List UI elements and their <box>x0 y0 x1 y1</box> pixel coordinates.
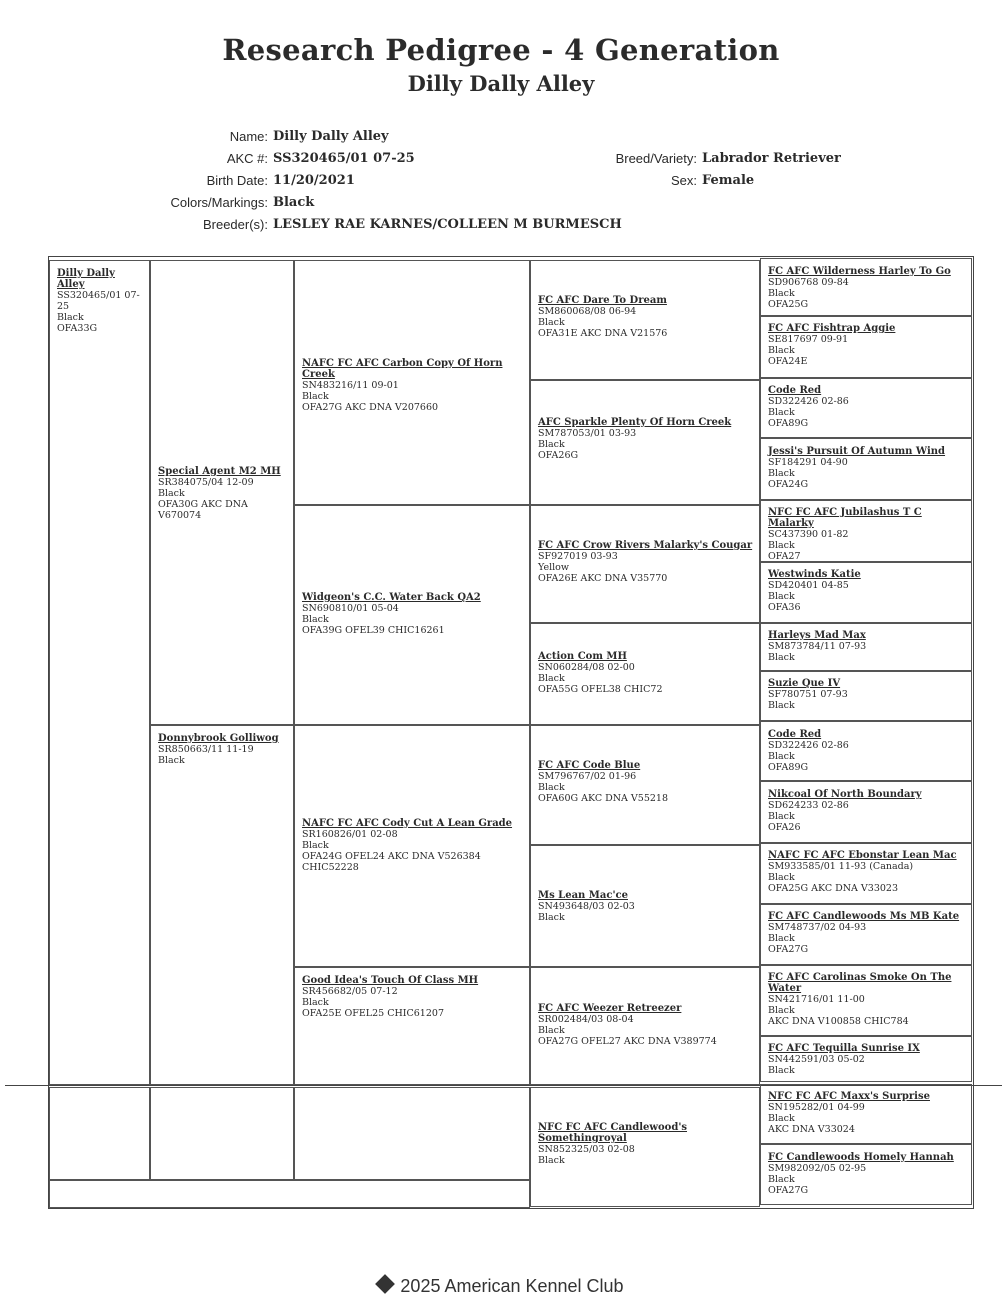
dog-detail-line: Black <box>768 407 795 418</box>
dog-g4-13 <box>760 965 972 1036</box>
info-akc-row <box>0 151 1002 169</box>
dog-sire-sire <box>294 260 530 505</box>
info-breeders-row <box>0 217 1002 235</box>
dog-name: Special Agent M2 MH <box>158 466 281 477</box>
dog-detail-line: OFA27 <box>768 551 801 562</box>
dog-name: Harleys Mad Max <box>768 630 866 641</box>
akc-logo-icon <box>376 1274 396 1294</box>
dog-detail-line: SN690810/01 05-04 <box>302 603 399 614</box>
dog-detail-line: SN493648/03 02-03 <box>538 901 635 912</box>
dog-dam-dam <box>294 967 530 1085</box>
dog-name: Code Red <box>768 385 822 396</box>
dog-detail-line: SR160826/01 02-08 <box>302 829 398 840</box>
dog-detail-line: SM982092/05 02-95 <box>768 1163 867 1174</box>
dog-name: NAFC FC AFC Ebonstar Lean Mac <box>768 850 957 861</box>
dog-detail-line: SF780751 07-93 <box>768 689 848 700</box>
info-colors-label: Colors/Markings: <box>170 195 268 210</box>
info-sex-value: Female <box>702 173 755 188</box>
info-colors-row <box>0 195 1002 213</box>
dog-name: Dilly Dally Alley <box>57 268 115 290</box>
dog-g3-3 <box>530 505 760 623</box>
dog-detail-line: SM933585/01 11-93 (Canada) <box>768 861 914 872</box>
dog-detail-line: Black <box>768 345 795 356</box>
info-breed-value: Labrador Retriever <box>702 151 841 166</box>
dog-detail-line: Black <box>538 1025 565 1036</box>
dog-detail-line: SN483216/11 09-01 <box>302 380 399 391</box>
dog-g4-9 <box>760 721 972 781</box>
dog-detail-line: Black <box>768 872 795 883</box>
dog-g4-8 <box>760 671 972 721</box>
dog-detail-line: SE817697 09-91 <box>768 334 849 345</box>
dog-g3-2 <box>530 380 760 505</box>
info-name-value: Dilly Dally Alley <box>273 129 389 144</box>
dog-detail-line: OFA60G AKC DNA V55218 <box>538 793 668 804</box>
dog-detail-line: Black <box>768 933 795 944</box>
dog-g4-2 <box>760 316 972 378</box>
dog-detail-line: Black <box>538 439 565 450</box>
footer <box>0 1276 1002 1297</box>
dog-name: NFC FC AFC Jubilashus T C Malarky <box>768 507 922 529</box>
dog-detail-line: Black <box>768 540 795 551</box>
empty-cell <box>294 1087 530 1180</box>
dog-detail-line: Black <box>538 1155 565 1166</box>
dog-name: Code Red <box>768 729 822 740</box>
dog-detail-line: OFA24G <box>768 479 809 490</box>
dog-name: Donnybrook Golliwog <box>158 733 279 744</box>
dog-g4-7 <box>760 623 972 671</box>
dog-g4-10 <box>760 781 972 843</box>
dog-g4-14 <box>760 1036 972 1082</box>
dog-detail-line: Black <box>768 1113 795 1124</box>
dog-name: NFC FC AFC Maxx's Surprise <box>768 1091 930 1102</box>
dog-detail-line: SN852325/03 02-08 <box>538 1144 635 1155</box>
dog-detail-line: Black <box>768 591 795 602</box>
dog-detail-line: Black <box>768 700 795 711</box>
dog-g4-16 <box>760 1144 972 1205</box>
info-breed-label: Breed/Variety: <box>615 151 697 166</box>
dog-dam-sire <box>294 725 530 967</box>
dog-sire-dam <box>294 505 530 725</box>
dog-g3-8 <box>530 1087 760 1207</box>
dog-name: Nikcoal Of North Boundary <box>768 789 922 800</box>
dog-detail-line: SM748737/02 04-93 <box>768 922 867 933</box>
dog-detail-line: AKC DNA V100858 CHIC784 <box>768 1016 909 1027</box>
dog-detail-line: SN195282/01 04-99 <box>768 1102 865 1113</box>
page-subtitle: Dilly Dally Alley <box>407 71 595 96</box>
dog-detail-line: Black <box>768 1065 795 1076</box>
info-name-label: Name: <box>229 129 268 144</box>
dog-detail-line: Black <box>768 751 795 762</box>
dog-detail-line: SN442591/03 05-02 <box>768 1054 865 1065</box>
dog-g4-4 <box>760 438 972 500</box>
dog-detail-line: SM787053/01 03-93 <box>538 428 637 439</box>
info-birth-row <box>0 173 1002 191</box>
dog-detail-line: OFA39G OFEL39 CHIC16261 <box>302 625 445 636</box>
dog-detail-line: SF927019 03-93 <box>538 551 618 562</box>
dog-name: Westwinds Katie <box>768 569 861 580</box>
dog-detail-line: Black <box>538 317 565 328</box>
dog-detail-line: Black <box>538 673 565 684</box>
dog-g3-5 <box>530 725 760 845</box>
dog-name: FC AFC Fishtrap Aggie <box>768 323 896 334</box>
empty-cell <box>49 1180 530 1208</box>
dog-name: NFC FC AFC Candlewood's Somethingroyal <box>538 1122 688 1144</box>
dog-detail-line: OFA27G <box>768 1185 809 1196</box>
dog-detail-line: Black <box>538 782 565 793</box>
dog-g3-1 <box>530 260 760 380</box>
dog-detail-line: Black <box>158 488 185 499</box>
dog-g4-1 <box>760 258 972 316</box>
dog-dam <box>150 725 294 1085</box>
dog-detail-line: Black <box>768 468 795 479</box>
dog-name: Action Com MH <box>538 651 627 662</box>
dog-detail-line: Black <box>158 755 185 766</box>
dog-detail-line: AKC DNA V33024 <box>768 1124 855 1135</box>
dog-detail-line: SD420401 04-85 <box>768 580 849 591</box>
dog-detail-line: OFA27G AKC DNA V207660 <box>302 402 439 413</box>
dog-sire <box>150 260 294 725</box>
dog-name: AFC Sparkle Plenty Of Horn Creek <box>538 417 732 428</box>
dog-detail-line: SC437390 01-82 <box>768 529 849 540</box>
dog-name: Good Idea's Touch Of Class MH <box>302 975 479 986</box>
empty-cell <box>49 1087 150 1180</box>
dog-name: NAFC FC AFC Carbon Copy Of Horn Creek <box>302 358 503 380</box>
dog-detail-line: Yellow <box>538 562 569 573</box>
dog-g4-5 <box>760 500 972 562</box>
dog-detail-line: OFA55G OFEL38 CHIC72 <box>538 684 663 695</box>
dog-detail-line: OFA31E AKC DNA V21576 <box>538 328 668 339</box>
info-name-row <box>0 129 1002 147</box>
dog-detail-line: Black <box>768 1174 795 1185</box>
dog-name: FC AFC Wilderness Harley To Go <box>768 266 951 277</box>
page-title: Research Pedigree - 4 Generation <box>222 33 780 67</box>
info-breeders-label: Breeder(s): <box>202 217 268 232</box>
dog-detail-line: OFA25E OFEL25 CHIC61207 <box>302 1008 444 1019</box>
dog-detail-line: V670074 <box>158 510 202 521</box>
dog-detail-line: Black <box>768 652 795 663</box>
dog-detail-line: SF184291 04-90 <box>768 457 848 468</box>
dog-detail-line: Black <box>302 840 329 851</box>
dog-name: FC AFC Crow Rivers Malarky's Cougar <box>538 540 753 551</box>
dog-detail-line: CHIC52228 <box>302 862 359 873</box>
dog-detail-line: OFA24G OFEL24 AKC DNA V526384 <box>302 851 481 862</box>
info-akc-value: SS320465/01 07-25 <box>273 151 415 166</box>
dog-detail-line: Black <box>538 912 565 923</box>
dog-detail-line: OFA27G <box>768 944 809 955</box>
info-birth-label: Birth Date: <box>206 173 268 188</box>
dog-detail-line: Black <box>768 288 795 299</box>
info-breeders-value: LESLEY RAE KARNES/COLLEEN M BURMESCH <box>273 217 622 232</box>
dog-detail-line: SR456682/05 07-12 <box>302 986 398 997</box>
dog-detail-line: OFA27G OFEL27 AKC DNA V389774 <box>538 1036 717 1047</box>
dog-g4-11 <box>760 843 972 904</box>
dog-name: Widgeon's C.C. Water Back QA2 <box>302 592 481 603</box>
dog-detail-line: OFA36 <box>768 602 801 613</box>
dog-detail-line: SM796767/02 01-96 <box>538 771 637 782</box>
dog-name: FC AFC Dare To Dream <box>538 295 667 306</box>
dog-detail-line: SD322426 02-86 <box>768 396 849 407</box>
dog-g4-12 <box>760 904 972 965</box>
dog-detail-line: Black <box>302 391 329 402</box>
dog-g3-7 <box>530 967 760 1085</box>
dog-detail-line: OFA89G <box>768 762 809 773</box>
dog-name: NAFC FC AFC Cody Cut A Lean Grade <box>302 818 513 829</box>
dog-detail-line: Black <box>57 312 84 323</box>
dog-detail-line: OFA24E <box>768 356 808 367</box>
empty-cell <box>150 1087 294 1180</box>
dog-g4-15 <box>760 1084 972 1144</box>
dog-detail-line: OFA26G <box>538 450 579 461</box>
dog-name: FC AFC Tequilla Sunrise IX <box>768 1043 920 1054</box>
dog-detail-line: Black <box>302 614 329 625</box>
dog-detail-line: SM873784/11 07-93 <box>768 641 867 652</box>
dog-detail-line: Black <box>768 811 795 822</box>
dog-g4-3 <box>760 378 972 438</box>
dog-detail-line: OFA26 <box>768 822 801 833</box>
dog-g4-6 <box>760 562 972 623</box>
dog-detail-line: Black <box>302 997 329 1008</box>
dog-name: FC AFC Weezer Retreezer <box>538 1003 682 1014</box>
dog-detail-line: SS320465/01 07- <box>57 290 140 301</box>
dog-detail-line: OFA30G AKC DNA <box>158 499 248 510</box>
info-sex-label: Sex: <box>670 173 697 188</box>
dog-detail-line: OFA25G AKC DNA V33023 <box>768 883 898 894</box>
dog-detail-line: SD322426 02-86 <box>768 740 849 751</box>
dog-detail-line: Black <box>768 1005 795 1016</box>
dog-name: Suzie Que IV <box>768 678 841 689</box>
dog-name: FC AFC Carolinas Smoke On The Water <box>768 972 952 994</box>
dog-detail-line: SR384075/04 12-09 <box>158 477 254 488</box>
dog-name: Ms Lean Mac'ce <box>538 890 628 901</box>
dog-detail-line: SN060284/08 02-00 <box>538 662 635 673</box>
dog-name: FC AFC Candlewoods Ms MB Kate <box>768 911 960 922</box>
info-birth-value: 11/20/2021 <box>273 173 355 188</box>
dog-detail-line: SN421716/01 11-00 <box>768 994 865 1005</box>
info-akc-label: AKC #: <box>226 151 268 166</box>
dog-detail-line: SM860068/08 06-94 <box>538 306 637 317</box>
dog-detail-line: SD906768 09-84 <box>768 277 849 288</box>
dog-detail-line: SR002484/03 08-04 <box>538 1014 634 1025</box>
dog-name: Jessi's Pursuit Of Autumn Wind <box>768 446 946 457</box>
dog-g3-4 <box>530 623 760 725</box>
dog-name: FC Candlewoods Homely Hannah <box>768 1152 954 1163</box>
dog-detail-line: SR850663/11 11-19 <box>158 744 254 755</box>
dog-detail-line: 25 <box>57 301 70 312</box>
dog-g3-6 <box>530 845 760 967</box>
dog-detail-line: SD624233 02-86 <box>768 800 849 811</box>
info-colors-value: Black <box>273 195 315 210</box>
footer-copyright: 2025 American Kennel Club <box>400 1276 624 1296</box>
dog-detail-line: OFA25G <box>768 299 809 310</box>
dog-detail-line: OFA89G <box>768 418 809 429</box>
dog-detail-line: OFA26E AKC DNA V35770 <box>538 573 668 584</box>
dog-detail-line: OFA33G <box>57 323 98 334</box>
dog-name: FC AFC Code Blue <box>538 760 641 771</box>
dog-self <box>49 260 150 1085</box>
